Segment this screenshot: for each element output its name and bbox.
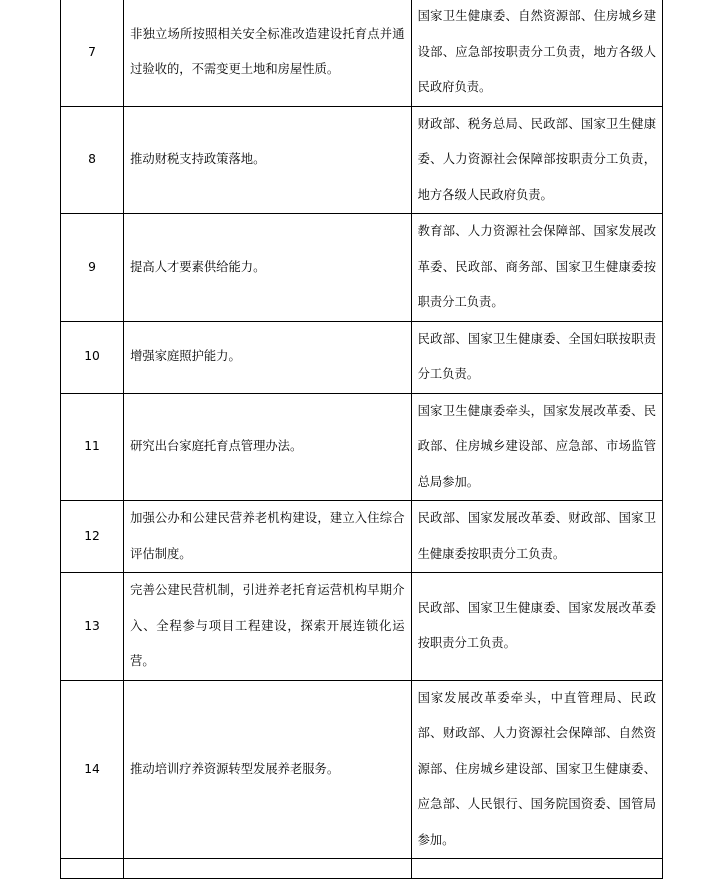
task-content: 加强公办和公建民营养老机构建设，建立入住综合评估制度。 xyxy=(124,501,411,573)
responsible-departments: 财政部、税务总局、民政部、国家卫生健康委、人力资源社会保障部按职责分工负责，地方各级人民政府负责。 xyxy=(411,106,662,214)
responsible-departments: 民政部、国家发展改革委、财政部、国家卫生健康委按职责分工负责。 xyxy=(411,501,662,573)
table-row xyxy=(61,573,663,681)
task-table xyxy=(60,0,663,879)
table-row xyxy=(61,321,663,393)
responsible-departments: 国家卫生健康委牵头，国家发展改革委、民政部、住房城乡建设部、应急部、市场监管总局参加。 xyxy=(411,393,662,501)
table-row xyxy=(61,106,663,214)
responsible-departments: 民政部、国家卫生健康委、国家发展改革委按职责分工负责。 xyxy=(411,573,662,681)
table-row xyxy=(61,0,663,106)
task-content: 提高人才要素供给能力。 xyxy=(124,214,411,322)
row-number: 7 xyxy=(61,0,124,106)
table-row xyxy=(61,501,663,573)
row-number: 13 xyxy=(61,573,124,681)
responsible-departments: 教育部、人力资源社会保障部、国家发展改革委、民政部、商务部、国家卫生健康委按职责分工负责。 xyxy=(411,214,662,322)
row-number: 9 xyxy=(61,214,124,322)
row-number: 11 xyxy=(61,393,124,501)
row-number: 10 xyxy=(61,321,124,393)
responsible-departments: 国家卫生健康委、自然资源部、住房城乡建设部、应急部按职责分工负责，地方各级人民政府负责。 xyxy=(411,0,662,106)
task-content: 增强家庭照护能力。 xyxy=(124,321,411,393)
table-row xyxy=(61,680,663,859)
responsible-departments: 国家发展改革委牵头，中直管理局、民政部、财政部、人力资源社会保障部、自然资源部、住房城乡建设部、国家卫生健康委、应急部、人民银行、国务院国资委、国管局参加。 xyxy=(411,680,662,859)
table-row xyxy=(61,393,663,501)
responsible-departments: 民政部、国家卫生健康委、全国妇联按职责分工负责。 xyxy=(411,321,662,393)
task-content: 非独立场所按照相关安全标准改造建设托育点并通过验收的，不需变更土地和房屋性质。 xyxy=(124,0,411,106)
row-number: 14 xyxy=(61,680,124,859)
task-content: 研究出台家庭托育点管理办法。 xyxy=(124,393,411,501)
task-content: 推动财税支持政策落地。 xyxy=(124,106,411,214)
row-number: 12 xyxy=(61,501,124,573)
table-row xyxy=(61,214,663,322)
task-content: 完善公建民营机制，引进养老托育运营机构早期介入、全程参与项目工程建设，探索开展连锁化运营。 xyxy=(124,573,411,681)
task-content: 推动培训疗养资源转型发展养老服务。 xyxy=(124,680,411,859)
table-row-continued xyxy=(61,859,663,879)
row-number: 8 xyxy=(61,106,124,214)
